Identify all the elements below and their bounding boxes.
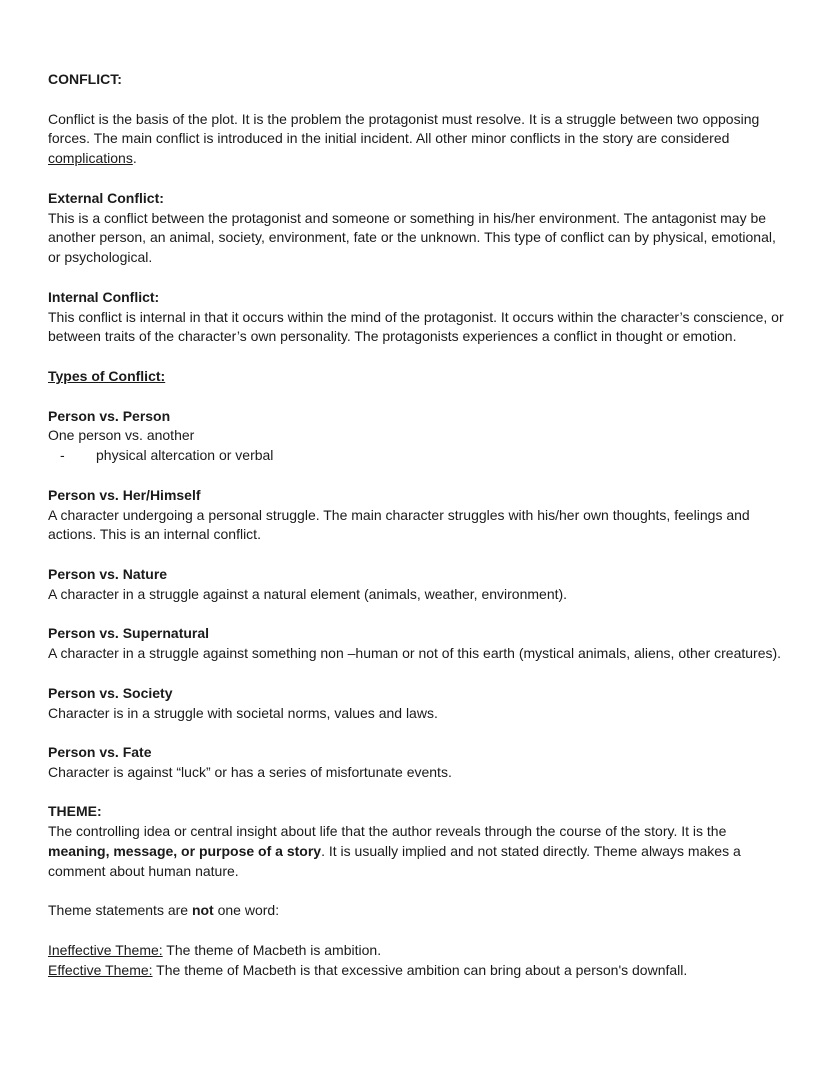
document-page xyxy=(48,70,788,981)
internal-conflict-paragraph: This conflict is internal in that it occurs within the mind of the protagonist. It occurs within the character’s conscience, or between traits of the character’s own personality. The protagonists experiences a conflict in thought or emotion. xyxy=(48,308,784,345)
ineffective-theme-label: Ineffective Theme: xyxy=(48,942,163,959)
types-of-conflict-heading: Types of Conflict: xyxy=(48,367,166,384)
ineffective-theme-example xyxy=(48,941,788,961)
theme-statements-note xyxy=(48,901,788,921)
effective-theme-example xyxy=(48,961,788,981)
type-description: One person vs. another xyxy=(48,427,195,444)
type-description: A character in a struggle against a natural element (animals, weather, environment). xyxy=(48,585,568,602)
theme-emphasis: meaning, message, or purpose of a story xyxy=(48,843,322,860)
note-text: Theme statements are xyxy=(48,902,192,919)
conflict-text: Conflict is the basis of the plot. It is the problem the protagonist must resolve. It is a struggle between two opposing forces. The main conflict is introduced in the initial incident. All other minor conflicts in the story are considered xyxy=(48,110,760,147)
type-title: Person vs. Person xyxy=(48,407,171,424)
bullet-text: physical altercation or verbal xyxy=(96,447,274,464)
type-title: Person vs. Fate xyxy=(48,744,152,761)
note-emphasis: not xyxy=(191,902,214,919)
complications-term: complications xyxy=(48,150,133,167)
type-description: Character is against “luck” or has a series of misfortunate events. xyxy=(48,763,452,780)
type-title: Person vs. Society xyxy=(48,684,173,701)
external-conflict-heading: External Conflict: xyxy=(48,189,164,206)
bullet-item xyxy=(48,446,788,466)
theme-text: The controlling idea or central insight about life that the author reveals through the course of the story. It is the xyxy=(48,823,727,840)
conflict-heading: CONFLICT: xyxy=(48,71,122,87)
theme-text-end: . It is usually implied and not stated directly. Theme always makes a comment about human nature. xyxy=(48,843,741,879)
type-title: Person vs. Supernatural xyxy=(48,625,210,642)
type-description: Character is in a struggle with societal norms, values and laws. xyxy=(48,704,438,721)
note-text-end: one word: xyxy=(213,902,280,919)
bullet-dash: - xyxy=(60,447,65,464)
ineffective-theme-text: The theme of Macbeth is ambition. xyxy=(162,942,382,959)
effective-theme-text: The theme of Macbeth is that excessive ambition can bring about a person's downfall. xyxy=(152,961,688,978)
external-conflict-paragraph: This is a conflict between the protagonist and someone or something in his/her environment. The antagonist may be another person, an animal, society, environment, fate or the unknown. This type of conflict can by physical, emotional, or psychological. xyxy=(48,209,776,266)
type-title: Person vs. Nature xyxy=(48,565,168,582)
theme-paragraph xyxy=(48,822,788,881)
type-description: A character in a struggle against something non –human or not of this earth (mystical animals, aliens, other creatures). xyxy=(48,645,782,662)
type-description: A character undergoing a personal struggle. The main character struggles with his/her own thoughts, feelings and actions. This is an internal conflict. xyxy=(48,506,750,543)
internal-conflict-heading: Internal Conflict: xyxy=(48,288,160,305)
conflict-paragraph xyxy=(48,110,788,169)
theme-heading: THEME: xyxy=(48,803,102,820)
effective-theme-label: Effective Theme: xyxy=(48,961,153,978)
type-title: Person vs. Her/Himself xyxy=(48,486,201,503)
conflict-text-end: . xyxy=(132,150,137,167)
